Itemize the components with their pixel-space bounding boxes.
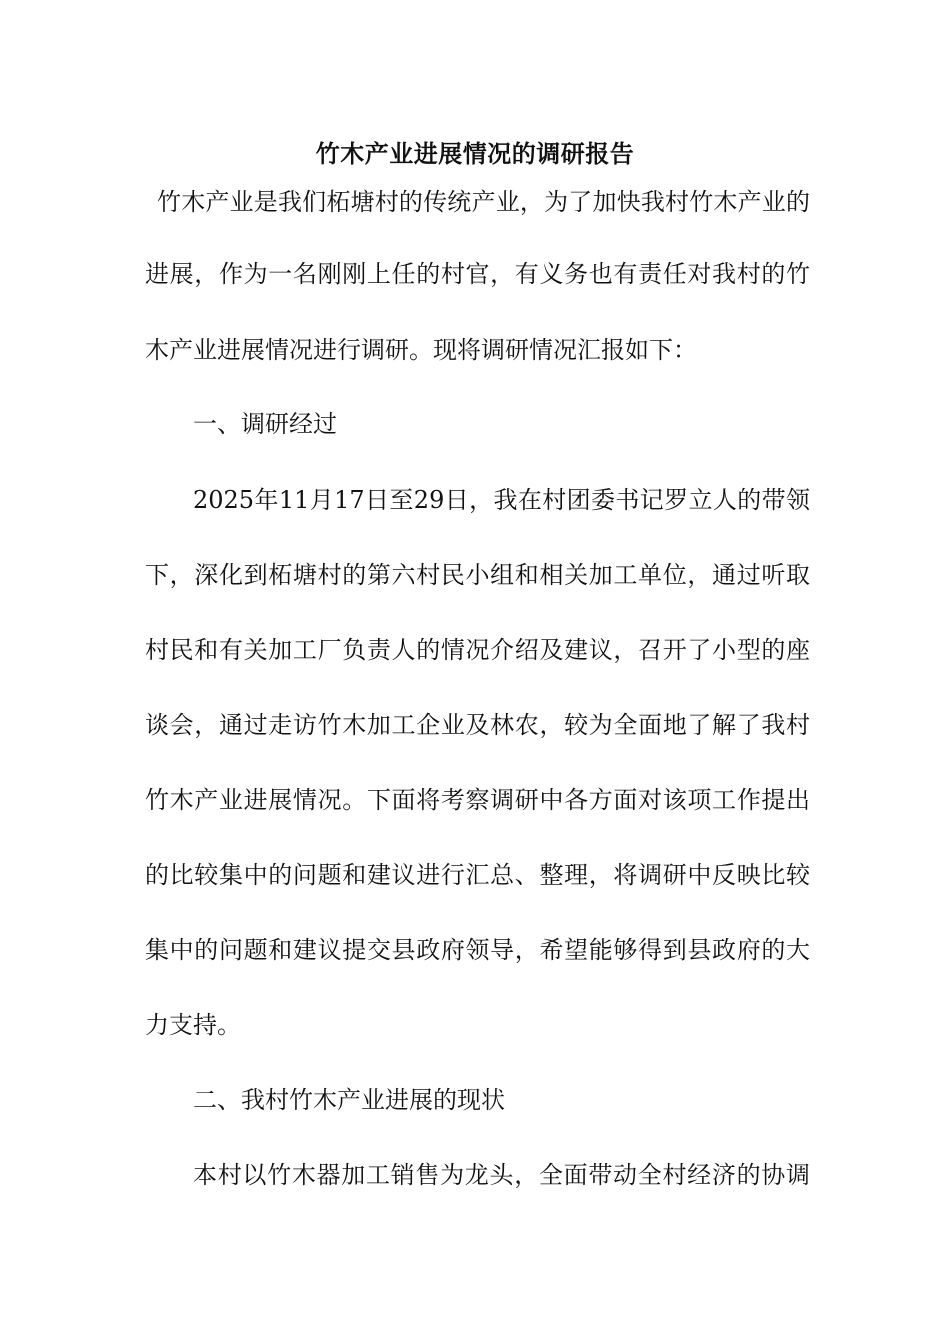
paragraph-line: 的比较集中的问题和建议进行汇总、整理，将调研中反映比较 xyxy=(145,861,810,889)
paragraph-line: 竹木产业是我们柘塘村的传统产业，为了加快我村竹木产业的 xyxy=(157,188,810,216)
paragraph-line: 谈会，通过走访竹木加工企业及林农，较为全面地了解了我村 xyxy=(145,711,810,739)
paragraph-line: 木产业进展情况进行调研。现将调研情况汇报如下： xyxy=(145,336,697,364)
paragraph-line: 下，深化到柘塘村的第六村民小组和相关加工单位，通过听取 xyxy=(145,561,810,589)
paragraph-line: 本村以竹木器加工销售为龙头，全面带动全村经济的协调 xyxy=(193,1161,810,1189)
paragraph-line: 2025年11月17日至29日，我在村团委书记罗立人的带领 xyxy=(193,486,810,514)
paragraph-line: 村民和有关加工厂负责人的情况介绍及建议，召开了小型的座 xyxy=(145,636,810,664)
paragraph-line: 进展，作为一名刚刚上任的村官，有义务也有责任对我村的竹 xyxy=(145,260,810,288)
paragraph-line: 力支持。 xyxy=(145,1011,241,1039)
section-heading: 一、调研经过 xyxy=(193,410,337,438)
section-heading: 二、我村竹木产业进展的现状 xyxy=(193,1086,505,1114)
paragraph-line: 集中的问题和建议提交县政府领导，希望能够得到县政府的大 xyxy=(145,936,810,964)
paragraph-line: 竹木产业进展情况。下面将考察调研中各方面对该项工作提出 xyxy=(145,786,810,814)
document-title: 竹木产业进展情况的调研报告 xyxy=(315,139,635,168)
